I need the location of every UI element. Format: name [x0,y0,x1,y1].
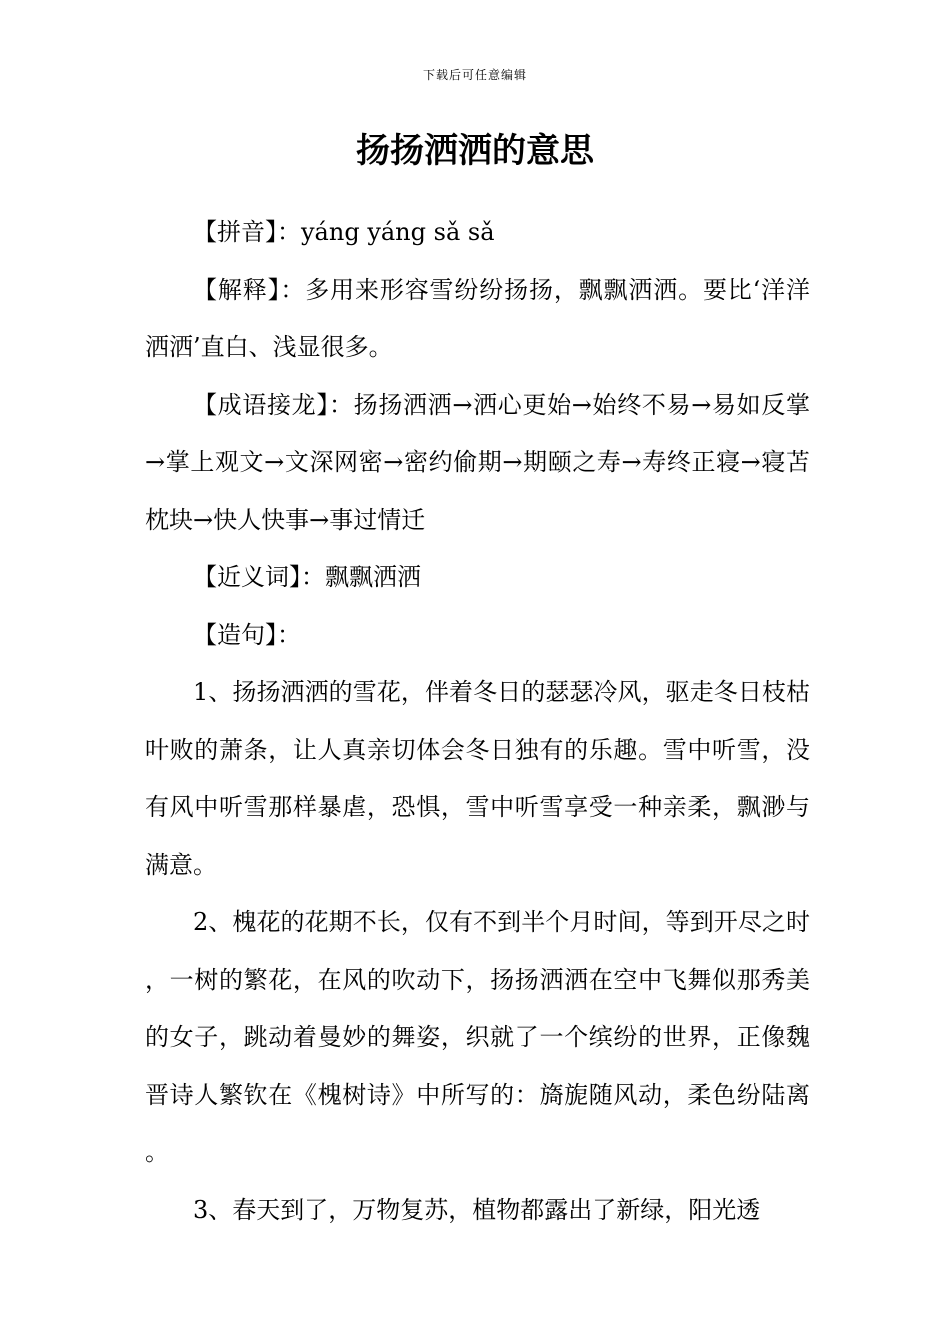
paragraph-example-3: 3、春天到了，万物复苏，植物都露出了新绿，阳光透 [193,1195,761,1224]
paragraph-example-2: 2、槐花的花期不长，仅有不到半个月时间，等到开尽之时，一树的繁花，在风的吹动下，扬扬洒洒在空中飞舞似那秀美的女子，跳动着曼妙的舞姿，织就了一个缤纷的世界，正像魏晋诗人繁钦在《槐树诗》中所写的：旖旎随风动，柔色纷陆离。 [145,908,810,1166]
paragraph-explanation: 【解释】：多用来形容雪纷纷扬扬，飘飘洒洒。要比‘洋洋洒洒’直白、浅显很多。 [145,275,810,361]
page-title: 扬扬洒洒的意思 [356,131,594,171]
header-note: 下载后可任意编辑 [422,68,527,82]
document-body [145,204,810,1239]
paragraph-example-heading: 【造句】： [193,620,301,649]
paragraph-synonym: 【近义词】：飘飘洒洒 [193,563,421,591]
paragraph-idiom-chain: 【成语接龙】：扬扬洒洒→洒心更始→始终不易→易如反掌→掌上观文→文深网密→密约偷期→期颐之寿→寿终正寝→寝苫枕块→快人快事→事过情迁 [145,390,810,534]
paragraph-example-1: 1、扬扬洒洒的雪花，伴着冬日的瑟瑟冷风，驱走冬日枝枯叶败的萧条，让人真亲切体会冬日独有的乐趣。雪中听雪，没有风中听雪那样暴虐，恐惧，雪中听雪享受一种亲柔，飘渺与满意。 [145,678,810,879]
paragraph-pinyin: 【拼音】：yáng yáng sǎ sǎ [193,218,495,246]
